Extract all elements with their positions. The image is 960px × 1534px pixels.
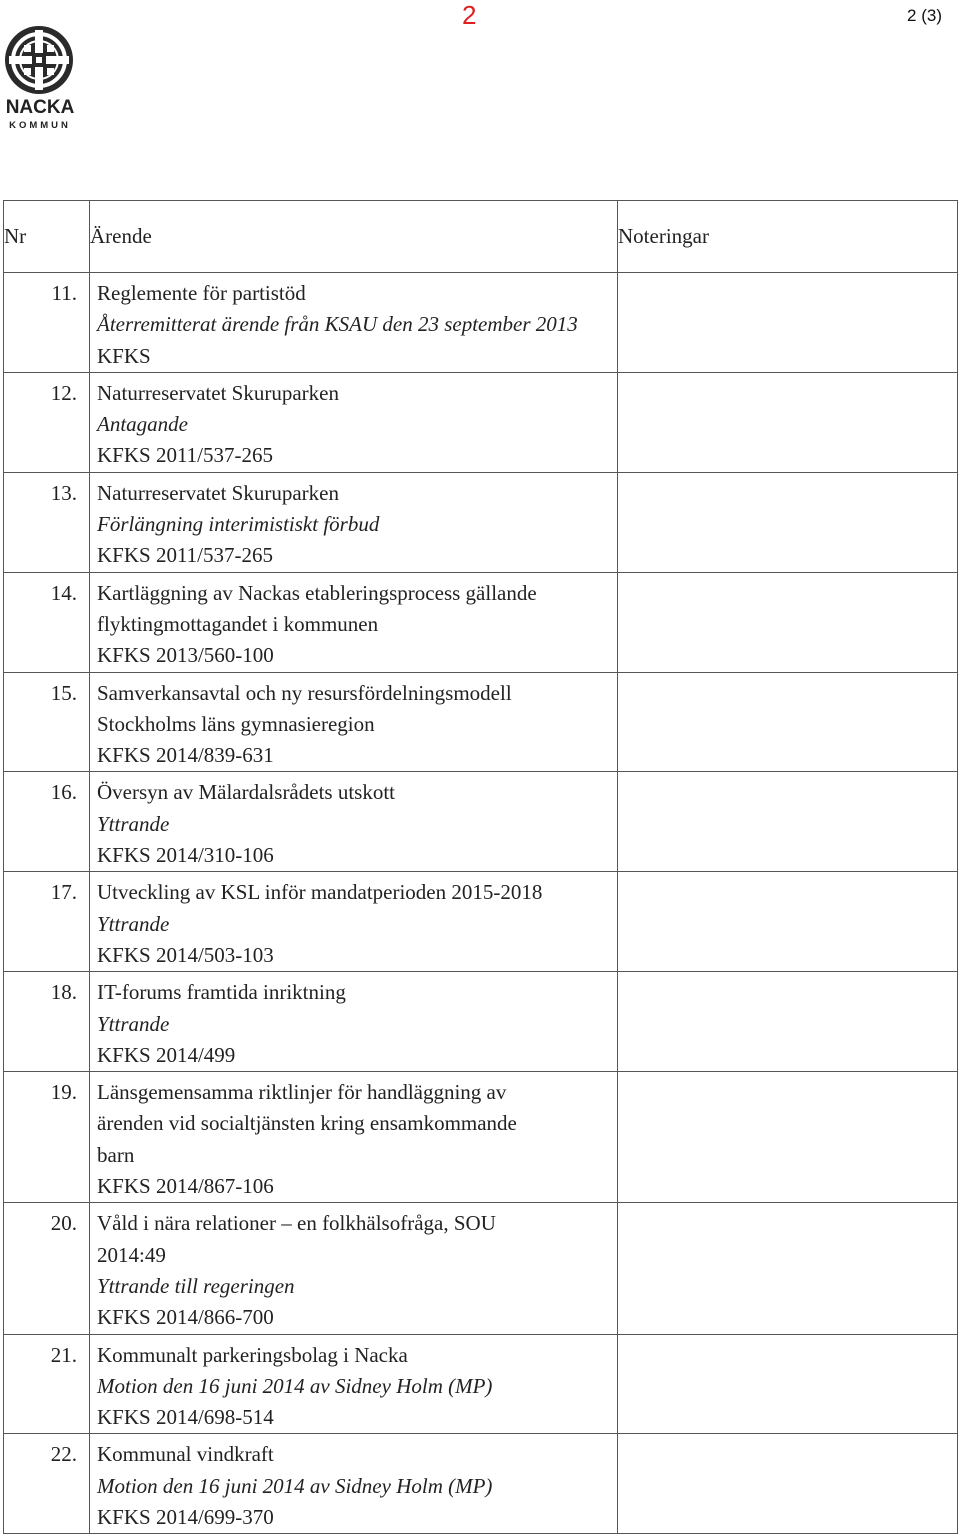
arende-line: Kommunalt parkeringsbolag i Nacka: [97, 1342, 408, 1367]
arende-line: KFKS 2011/537-265: [97, 543, 273, 568]
item-noteringar: [618, 572, 958, 672]
table-row: [4, 972, 958, 1072]
item-arende: [90, 372, 618, 472]
item-number: 16.: [4, 772, 90, 872]
header-nr: Nr: [4, 201, 90, 273]
arende-line: Yttrande till regeringen: [97, 1273, 295, 1298]
item-arende: [90, 1434, 618, 1534]
arende-line: KFKS 2014/866-700: [97, 1305, 274, 1330]
table-row: [4, 872, 958, 972]
item-number: 15.: [4, 672, 90, 772]
item-noteringar: [618, 273, 958, 373]
arende-line: Förlängning interimistiskt förbud: [97, 512, 380, 537]
nacka-logo: [2, 24, 78, 134]
item-noteringar: [618, 472, 958, 572]
arende-line: ärenden vid socialtjänsten kring ensamkommande: [97, 1111, 517, 1136]
table-row: [4, 1434, 958, 1534]
table-row: [4, 672, 958, 772]
item-noteringar: [618, 972, 958, 1072]
red-page-number: 2: [462, 0, 477, 30]
arende-line: KFKS 2011/537-265: [97, 443, 273, 468]
table-row: [4, 572, 958, 672]
item-number: 13.: [4, 472, 90, 572]
arende-line: KFKS 2014/310-106: [97, 843, 274, 868]
item-noteringar: [618, 372, 958, 472]
item-noteringar: [618, 772, 958, 872]
logo-subtitle: KOMMUN: [9, 120, 71, 131]
item-number: 12.: [4, 372, 90, 472]
table-row: [4, 1072, 958, 1203]
item-number: 14.: [4, 572, 90, 672]
arende-line: KFKS: [97, 343, 151, 368]
item-arende: [90, 472, 618, 572]
arende-line: KFKS 2013/560-100: [97, 643, 274, 668]
item-arende: [90, 672, 618, 772]
table-row: [4, 1203, 958, 1334]
item-number: 20.: [4, 1203, 90, 1334]
logo-name: NACKA: [5, 97, 75, 118]
arende-line: Kommunal vindkraft: [97, 1442, 274, 1467]
table-row: [4, 772, 958, 872]
item-number: 21.: [4, 1334, 90, 1434]
item-number: 11.: [4, 273, 90, 373]
arende-line: Länsgemensamma riktlinjer för handläggning av: [97, 1080, 507, 1105]
header-arende: Ärende: [90, 201, 618, 273]
arende-line: KFKS 2014/503-103: [97, 942, 274, 967]
nacka-emblem-icon: [2, 24, 78, 98]
item-number: 17.: [4, 872, 90, 972]
item-noteringar: [618, 1434, 958, 1534]
arende-line: KFKS 2014/839-631: [97, 743, 274, 768]
arende-line: Yttrande: [97, 911, 170, 936]
item-noteringar: [618, 1203, 958, 1334]
item-noteringar: [618, 1072, 958, 1203]
item-arende: [90, 872, 618, 972]
table-row: [4, 273, 958, 373]
page-count: 2 (3): [907, 6, 942, 25]
item-arende: [90, 273, 618, 373]
arende-line: Utveckling av KSL inför mandatperioden 2015-2018: [97, 880, 543, 905]
arende-line: Översyn av Mälardalsrådets utskott: [97, 780, 396, 805]
table-row: [4, 372, 958, 472]
arende-line: Yttrande: [97, 811, 170, 836]
item-noteringar: [618, 672, 958, 772]
item-arende: [90, 572, 618, 672]
header-noteringar: Noteringar: [618, 201, 958, 273]
arende-line: 2014:49: [97, 1242, 166, 1267]
item-arende: [90, 1072, 618, 1203]
item-number: 19.: [4, 1072, 90, 1203]
arende-line: IT-forums framtida inriktning: [97, 980, 346, 1005]
arende-line: flyktingmottagandet i kommunen: [97, 611, 379, 636]
arende-line: Naturreservatet Skuruparken: [97, 380, 339, 405]
arende-line: KFKS 2014/699-370: [97, 1504, 274, 1529]
arende-line: KFKS 2014/698-514: [97, 1405, 274, 1430]
arende-line: KFKS 2014/499: [97, 1042, 236, 1067]
arende-line: Motion den 16 juni 2014 av Sidney Holm (MP): [97, 1473, 493, 1498]
table-header-row: [4, 201, 958, 273]
arende-line: Antagande: [97, 412, 188, 437]
arende-line: Reglemente för partistöd: [97, 281, 306, 305]
table-row: [4, 1334, 958, 1434]
item-noteringar: [618, 1334, 958, 1434]
table-row: [4, 472, 958, 572]
item-noteringar: [618, 872, 958, 972]
item-number: 22.: [4, 1434, 90, 1534]
arende-line: Yttrande: [97, 1011, 170, 1036]
arende-line: Samverkansavtal och ny resursfördelningsmodell: [97, 680, 512, 705]
item-arende: [90, 1203, 618, 1334]
item-arende: [90, 972, 618, 1072]
arende-line: Motion den 16 juni 2014 av Sidney Holm (MP): [97, 1373, 493, 1398]
arende-line: Återremitterat ärende från KSAU den 23 september 2013: [97, 312, 578, 337]
item-arende: [90, 1334, 618, 1434]
arende-line: Stockholms läns gymnasieregion: [97, 711, 375, 736]
arende-line: KFKS 2014/867-106: [97, 1174, 274, 1199]
arende-line: Naturreservatet Skuruparken: [97, 480, 339, 505]
arende-line: Kartläggning av Nackas etableringsprocess gällande: [97, 580, 537, 605]
item-arende: [90, 772, 618, 872]
agenda-table: [3, 200, 958, 1534]
arende-line: barn: [97, 1142, 135, 1167]
arende-line: Våld i nära relationer – en folkhälsofråga, SOU: [97, 1211, 496, 1236]
item-number: 18.: [4, 972, 90, 1072]
